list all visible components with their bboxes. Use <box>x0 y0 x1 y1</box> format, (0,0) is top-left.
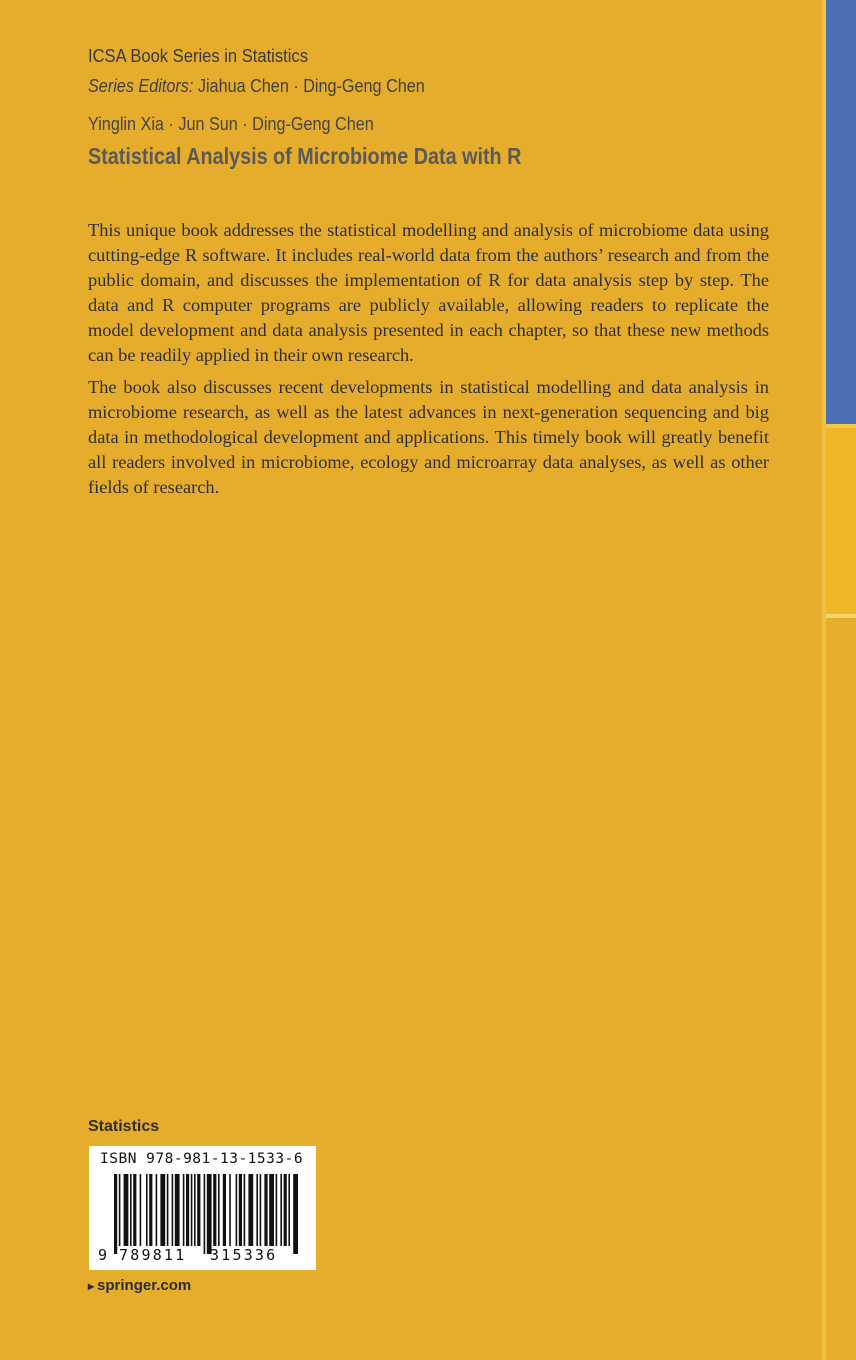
barcode-bar <box>204 1174 206 1254</box>
barcode-bar <box>218 1174 220 1246</box>
barcode-bar <box>149 1174 152 1246</box>
barcode-bar <box>114 1174 117 1254</box>
barcode-bar <box>172 1174 174 1246</box>
series-editors-label: Series Editors: <box>88 76 194 96</box>
publisher-link[interactable] <box>88 1277 191 1294</box>
barcode-bar <box>130 1174 132 1246</box>
barcode-bar <box>194 1174 196 1246</box>
barcode-bar <box>124 1174 129 1246</box>
book-description <box>88 218 769 507</box>
barcode-bar <box>260 1174 262 1246</box>
publisher-url: springer.com <box>97 1277 192 1294</box>
barcode-bar <box>223 1174 226 1246</box>
barcode-digits-left: 789811 <box>119 1246 187 1264</box>
barcode-bar <box>229 1174 231 1246</box>
barcode-digits-right: 315336 <box>210 1246 278 1264</box>
barcode-bar <box>269 1174 274 1246</box>
book-spine <box>826 0 856 1360</box>
description-paragraph-2: The book also discusses recent developments in statistical modelling and data analysis in microbiome research, as well as the latest advances in next-generation sequencing and big data in methodological development and applications. This timely book will greatly benefit all readers involved in microbiome, ecology and microarray data analyses, as well as other fields of research. <box>88 377 769 497</box>
barcode-bar <box>119 1174 121 1246</box>
subject-category: Statistics <box>88 1118 160 1135</box>
barcode-bar <box>146 1174 148 1246</box>
arrow-icon: ▸ <box>88 1279 95 1293</box>
barcode-bar <box>256 1174 258 1246</box>
barcode-bar <box>133 1174 136 1246</box>
isbn-barcode <box>89 1146 316 1270</box>
description-paragraph-1: This unique book addresses the statistical modelling and analysis of microbiome data using cutting-edge R software. It includes real-world data from the authors’ research and from the public domain, and discusses the implementation of R for data analysis step by step. The data and R computer programs are publicly available, allowing readers to replicate the model development and data analysis presented in each chapter, so that these new methods can be readily applied in their own research. <box>88 220 769 365</box>
series-title: ICSA Book Series in Statistics <box>88 46 308 66</box>
barcode-bar <box>207 1174 212 1254</box>
barcode-bar <box>186 1174 189 1246</box>
barcode-bar <box>244 1174 246 1246</box>
barcode-bar <box>276 1174 278 1246</box>
series-editors <box>88 76 425 97</box>
barcode-bar <box>191 1174 193 1246</box>
barcode-bar <box>236 1174 238 1246</box>
barcode-bar <box>160 1174 165 1246</box>
barcode-bar <box>175 1174 180 1246</box>
barcode-bar <box>280 1174 282 1246</box>
barcode-bar <box>197 1174 200 1246</box>
barcode-bar <box>213 1174 216 1246</box>
barcode-bar <box>293 1174 298 1254</box>
barcode-bar <box>167 1174 169 1246</box>
barcode-bar <box>183 1174 185 1246</box>
series-editors-names: Jiahua Chen · Ding-Geng Chen <box>197 76 425 96</box>
barcode-bar <box>140 1174 142 1246</box>
spine-lower-band <box>826 618 856 1360</box>
barcode-bar <box>248 1174 253 1246</box>
spine-blue-band <box>826 0 856 424</box>
barcode-bar <box>156 1174 158 1246</box>
book-authors: Yinglin Xia · Jun Sun · Ding-Geng Chen <box>88 114 374 134</box>
barcode-bar <box>239 1174 242 1246</box>
spine-yellow-band <box>826 428 856 614</box>
barcode-bar <box>264 1174 267 1246</box>
barcode-digit-first: 9 <box>98 1246 108 1264</box>
isbn-text: ISBN 978-981-13-1533-6 <box>100 1151 304 1167</box>
book-title: Statistical Analysis of Microbiome Data with R <box>88 143 522 169</box>
barcode-bar <box>284 1174 287 1246</box>
barcode-bar <box>288 1174 290 1246</box>
